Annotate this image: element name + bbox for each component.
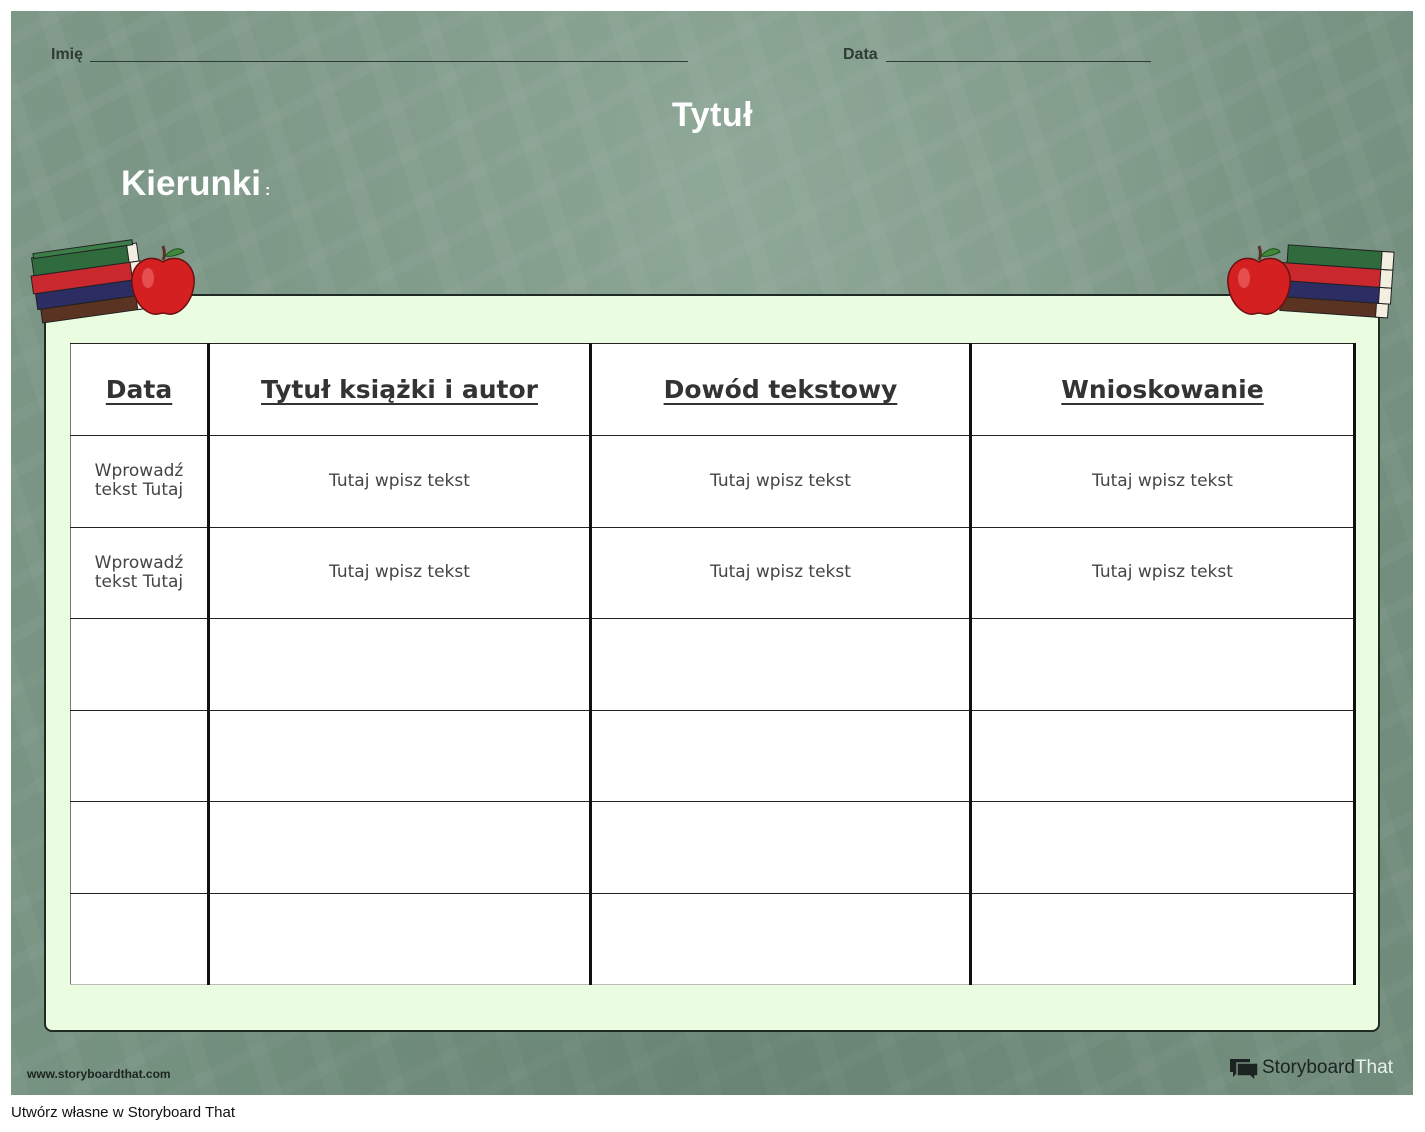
table-row xyxy=(71,527,1355,619)
table-header-row xyxy=(71,344,1355,436)
table-cell[interactable] xyxy=(209,802,591,894)
table-cell-date[interactable] xyxy=(71,710,209,802)
table-cell-date[interactable] xyxy=(71,619,209,711)
directions-label: Kierunki xyxy=(121,164,262,203)
brand-name-light: That xyxy=(1354,1057,1393,1078)
brand-name xyxy=(1262,1057,1393,1079)
table-cell[interactable]: Tutaj wpisz tekst xyxy=(591,436,971,528)
table-cell[interactable]: Tutaj wpisz tekst xyxy=(209,436,591,528)
column-header-book-title-author[interactable]: Tytuł książki i autor xyxy=(209,344,591,436)
footer-url[interactable]: www.storyboardthat.com xyxy=(27,1067,171,1081)
table-cell[interactable] xyxy=(209,619,591,711)
table-row xyxy=(71,893,1355,985)
table-row xyxy=(71,619,1355,711)
cell-text: Wprowadź tekst Tutaj xyxy=(94,552,184,592)
table-cell[interactable]: Tutaj wpisz tekst xyxy=(209,527,591,619)
name-label: Imię xyxy=(51,46,84,63)
cell-text: Wprowadź tekst Tutaj xyxy=(94,461,184,501)
table-cell[interactable] xyxy=(591,802,971,894)
create-your-own-link[interactable]: Utwórz własne w Storyboard That xyxy=(11,1104,235,1121)
table-cell[interactable]: Tutaj wpisz tekst xyxy=(971,436,1355,528)
table-cell[interactable]: Tutaj wpisz tekst xyxy=(971,527,1355,619)
table-cell[interactable] xyxy=(209,710,591,802)
storyboardthat-logo-icon xyxy=(1228,1056,1260,1082)
column-header-text-evidence[interactable]: Dowód tekstowy xyxy=(591,344,971,436)
date-label: Data xyxy=(843,46,878,63)
column-header-inference[interactable]: Wnioskowanie xyxy=(971,344,1355,436)
table-row xyxy=(71,436,1355,528)
table-cell[interactable] xyxy=(209,893,591,985)
table-cell[interactable]: Tutaj wpisz tekst xyxy=(591,527,971,619)
brand-name-dark: Storyboard xyxy=(1262,1057,1355,1078)
column-header-date[interactable]: Data xyxy=(71,344,209,436)
inference-table xyxy=(70,343,1356,985)
name-line[interactable] xyxy=(90,61,688,62)
table-cell[interactable] xyxy=(971,710,1355,802)
table-cell[interactable] xyxy=(591,710,971,802)
apple-icon xyxy=(1224,240,1294,318)
table-row xyxy=(71,710,1355,802)
table-cell[interactable] xyxy=(971,619,1355,711)
table-cell-date[interactable] xyxy=(71,802,209,894)
table-cell[interactable] xyxy=(971,893,1355,985)
table-cell[interactable] xyxy=(591,893,971,985)
table-cell-date[interactable] xyxy=(71,893,209,985)
directions-heading[interactable] xyxy=(121,164,270,204)
table-cell[interactable] xyxy=(971,802,1355,894)
directions-colon: : xyxy=(265,182,271,199)
table-cell[interactable] xyxy=(591,619,971,711)
worksheet-title[interactable]: Tytuł xyxy=(671,96,754,134)
table-row xyxy=(71,802,1355,894)
table-cell-date[interactable] xyxy=(71,527,209,619)
date-line[interactable] xyxy=(886,61,1151,62)
storyboardthat-brand[interactable] xyxy=(1228,1056,1398,1082)
apple-icon xyxy=(128,240,198,318)
table-cell-date[interactable] xyxy=(71,436,209,528)
